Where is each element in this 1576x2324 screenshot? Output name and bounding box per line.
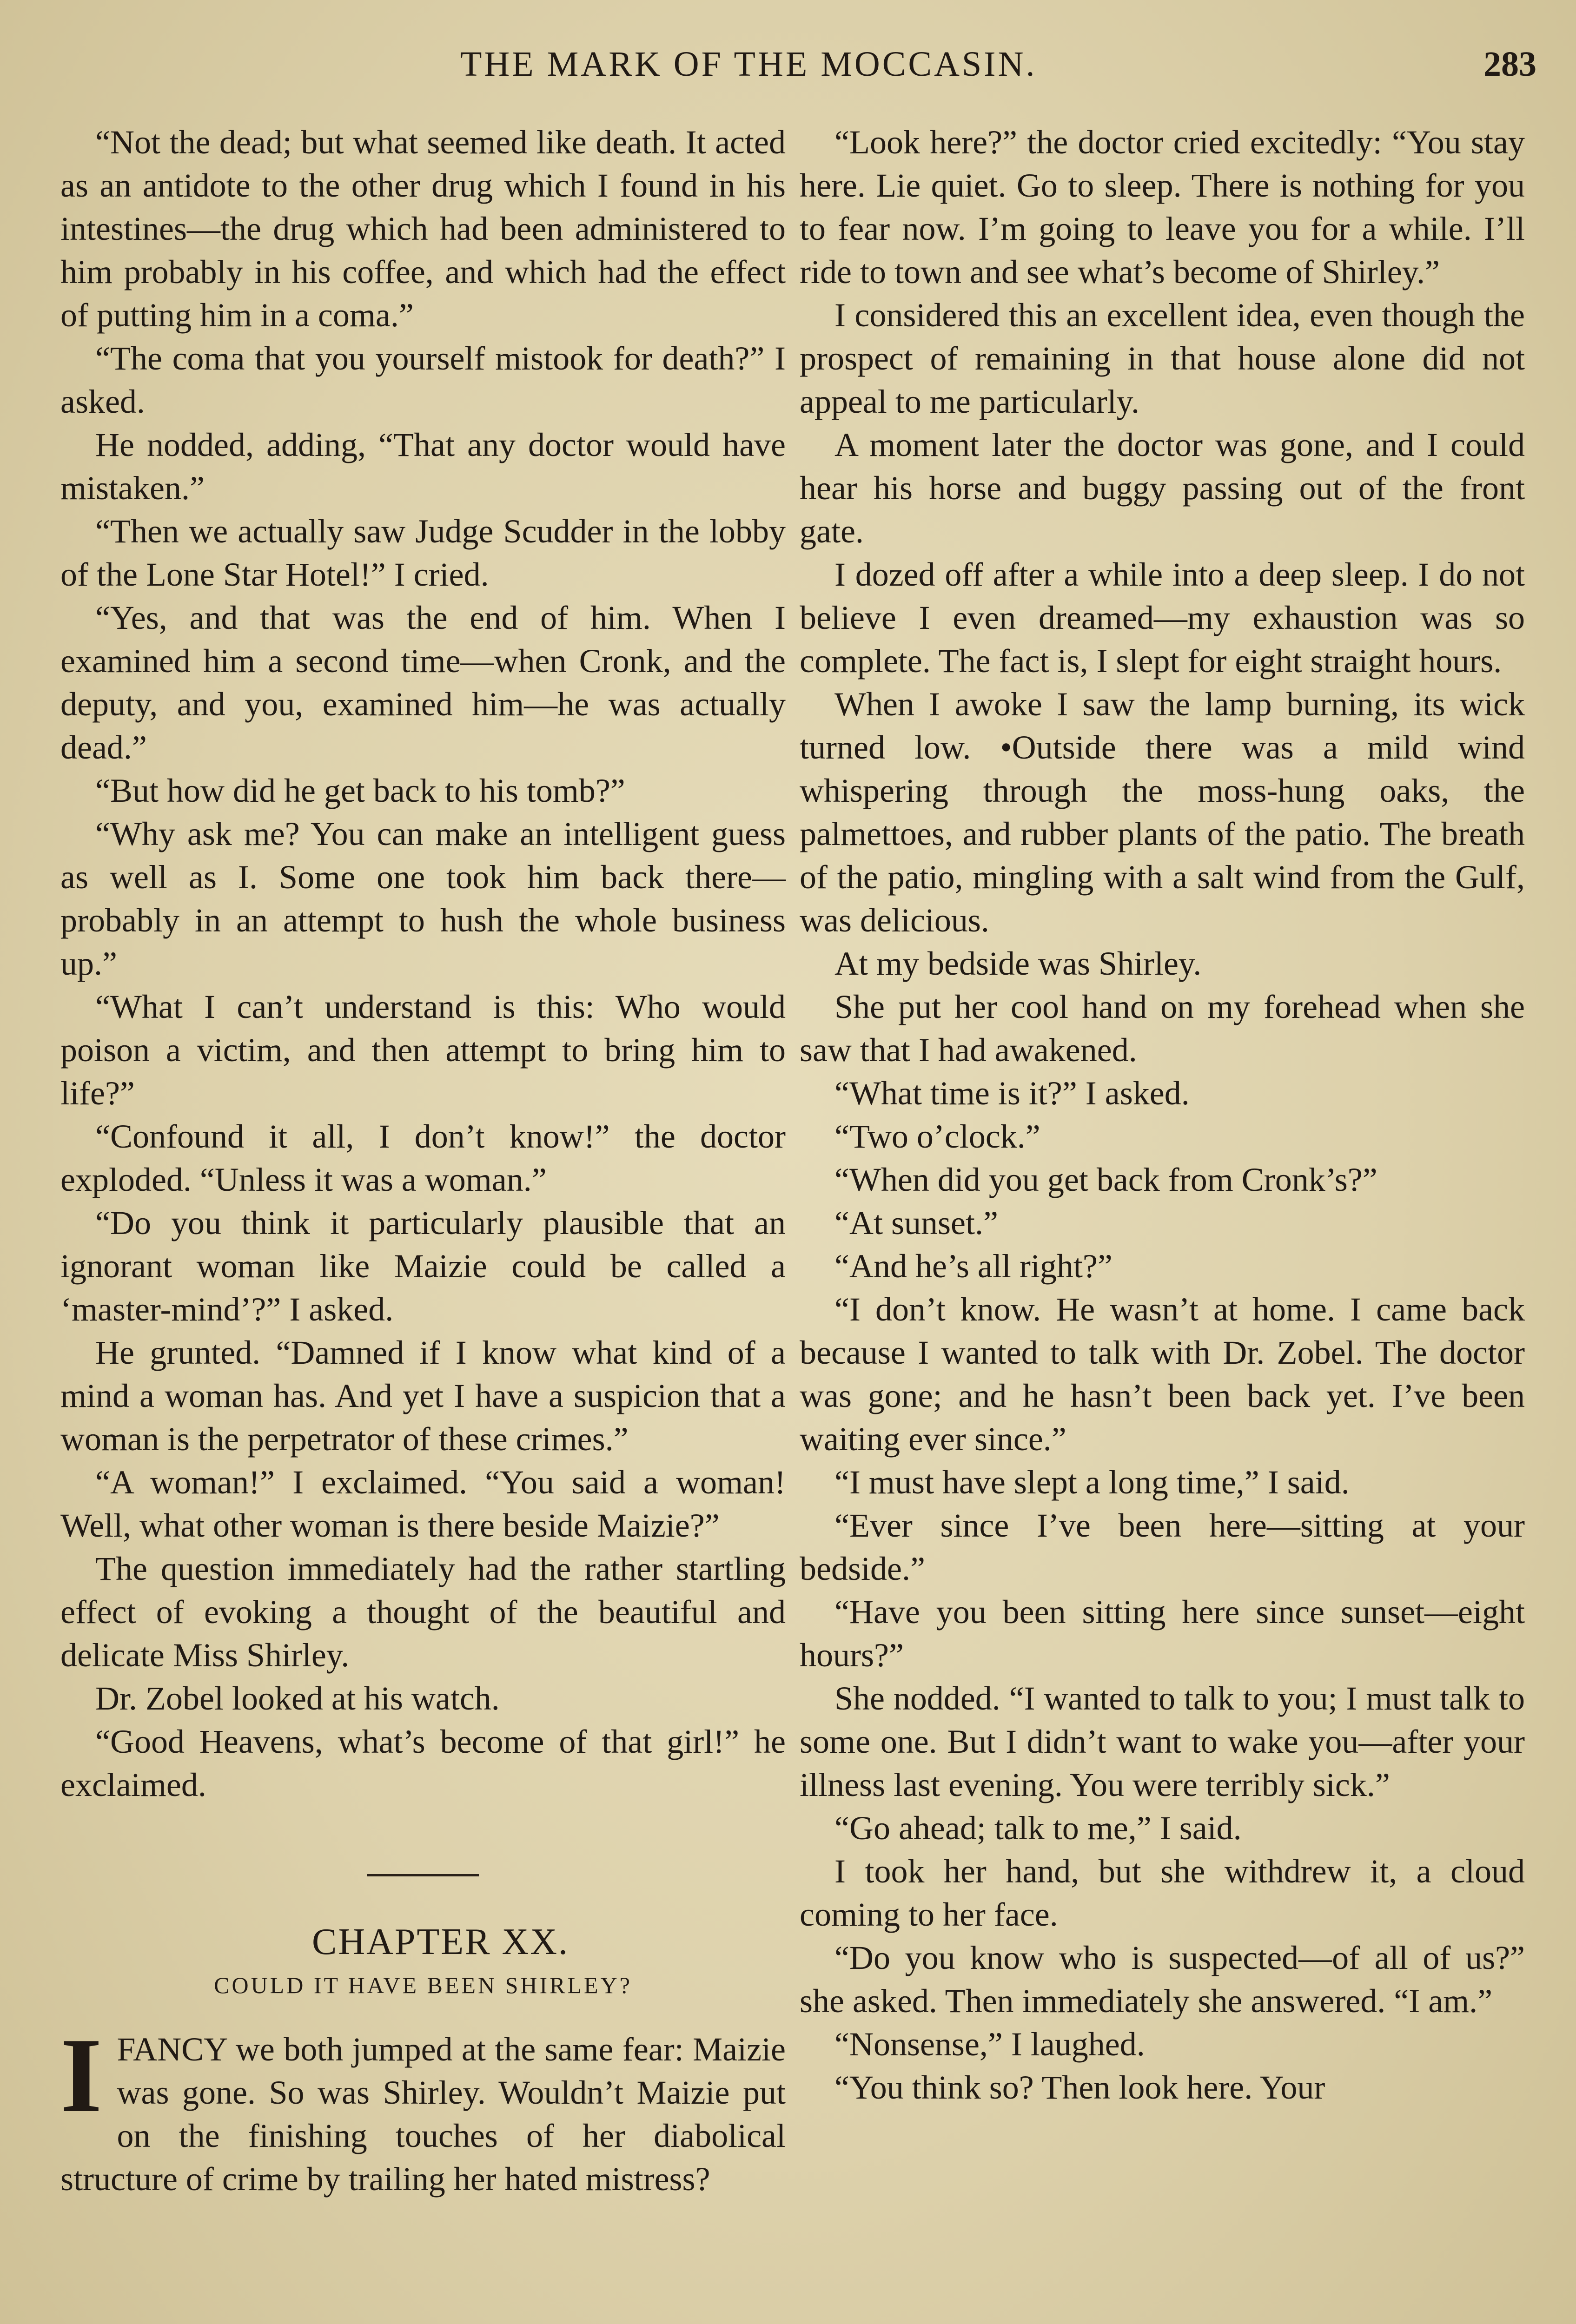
paragraph: “Go ahead; talk to me,” I said. — [834, 1809, 1242, 1847]
paragraph: “You think so? Then look here. Your — [834, 2069, 1325, 2106]
paragraph: “I must have slept a long time,” I said. — [834, 1464, 1350, 1501]
paragraph: “When did you get back from Cronk’s?” — [834, 1161, 1377, 1198]
paragraph: “Good Heavens, what’s become of that girl!” he exclaimed. — [60, 1723, 786, 1803]
paragraph: He grunted. “Damned if I know what kind of a mind a woman has. And yet I have a suspicion that a woman is the perpetrator of these crimes.” — [60, 1334, 786, 1458]
paragraph: A moment later the doctor was gone, and I could hear his horse and buggy passing out of the front gate. — [800, 426, 1525, 550]
paragraph: “At sunset.” — [834, 1204, 998, 1241]
paragraph: “A woman!” I exclaimed. “You said a woman! Well, what other woman is there beside Maizie?” — [60, 1464, 786, 1544]
paragraph: He nodded, adding, “That any doctor would have mistaken.” — [60, 426, 786, 507]
left-column — [60, 121, 786, 2201]
paragraph: “Yes, and that was the end of him. When I examined him a second time—when Cronk, and the deputy, and you, examined him—he was actually dead.” — [60, 599, 786, 766]
paragraph: “Ever since I’ve been here—sitting at your bedside.” — [800, 1507, 1525, 1587]
opening-text: FANCY we both jumped at the same fear: Maizie was gone. So was Shirley. Wouldn’t Maizie put on the finishing touches of her diabolical structure of crime by trailing her hated mistress? — [60, 2031, 786, 2198]
paragraph: “Two o’clock.” — [834, 1118, 1040, 1155]
paragraph: “Do you think it particularly plausible that an ignorant woman like Maizie could be called a ‘master-mind’?” I asked. — [60, 1204, 786, 1328]
paragraph: “Nonsense,” I laughed. — [834, 2026, 1145, 2063]
paragraph: “Have you been sitting here since sunset—eight hours?” — [800, 1593, 1525, 1674]
paragraph: “I don’t know. He wasn’t at home. I came back because I wanted to talk with Dr. Zobel. The doctor was gone; and he hasn’t been back yet. I’ve been waiting ever since.” — [800, 1291, 1525, 1458]
paragraph: “Not the dead; but what seemed like death. It acted as an antidote to the other drug which I found in his intestines—the drug which had been administered to him probably in his coffee, and which had the effect of putting him in a coma.” — [60, 124, 786, 334]
paragraph: “Then we actually saw Judge Scudder in the lobby of the Lone Star Hotel!” I cried. — [60, 513, 786, 593]
paragraph: “But how did he get back to his tomb?” — [95, 772, 625, 809]
paragraph: “What time is it?” I asked. — [834, 1075, 1190, 1112]
section-divider — [367, 1874, 479, 1876]
paragraph: “Confound it all, I don’t know!” the doctor exploded. “Unless it was a woman.” — [60, 1118, 786, 1198]
running-title: THE MARK OF THE MOCCASIN. — [460, 45, 1037, 84]
paragraph: “The coma that you yourself mistook for death?” I asked. — [60, 340, 786, 420]
paragraph: Dr. Zobel looked at his watch. — [95, 1680, 500, 1717]
paragraph: I considered this an excellent idea, even though the prospect of remaining in that house alone did not appeal to me particularly. — [800, 297, 1525, 420]
drop-cap: I — [60, 2016, 102, 2134]
chapter-opening-paragraph — [60, 2016, 786, 2201]
right-column — [800, 121, 1525, 2109]
running-head — [0, 44, 1576, 95]
paragraph: I dozed off after a while into a deep sleep. I do not believe I even dreamed—my exhaustion was so complete. The fact is, I slept for eight straight hours. — [800, 556, 1525, 680]
paragraph: I took her hand, but she withdrew it, a cloud coming to her face. — [800, 1853, 1525, 1933]
paragraph: She put her cool hand on my forehead when she saw that I had awakened. — [800, 988, 1525, 1069]
paragraph: When I awoke I saw the lamp burning, its wick turned low. •Outside there was a mild wind whispering through the moss-hung oaks, the palmettoes, and rubber plants of the patio. The breath of the patio, mingling with a salt wind from the Gulf, was delicious. — [800, 686, 1525, 939]
paragraph: “What I can’t understand is this: Who would poison a victim, and then attempt to bring him to life?” — [60, 988, 786, 1112]
paragraph: “Look here?” the doctor cried excitedly: “You stay here. Lie quiet. Go to sleep. There is nothing for you to fear now. I’m going to leave you for a while. I’ll ride to town and see what’s become of Shirley.” — [800, 124, 1525, 290]
paragraph: “Do you know who is suspected—of all of us?” she asked. Then immediately she answered. “I am.” — [800, 1939, 1525, 2020]
paragraph: “And he’s all right?” — [834, 1248, 1112, 1285]
chapter-title: CHAPTER XX. — [311, 1921, 569, 1962]
page-number: 283 — [1483, 45, 1536, 84]
paragraph: At my bedside was Shirley. — [834, 945, 1202, 982]
paragraph: “Why ask me? You can make an intelligent guess as well as I. Some one took him back there—probably in an attempt to hush the whole business up.” — [60, 815, 786, 982]
paragraph: The question immediately had the rather startling effect of evoking a thought of the beautiful and delicate Miss Shirley. — [60, 1550, 786, 1674]
paragraph: She nodded. “I wanted to talk to you; I must talk to some one. But I didn’t want to wake you—after your illness last evening. You were terribly sick.” — [800, 1680, 1525, 1803]
chapter-subtitle: COULD IT HAVE BEEN SHIRLEY? — [214, 1972, 632, 1998]
